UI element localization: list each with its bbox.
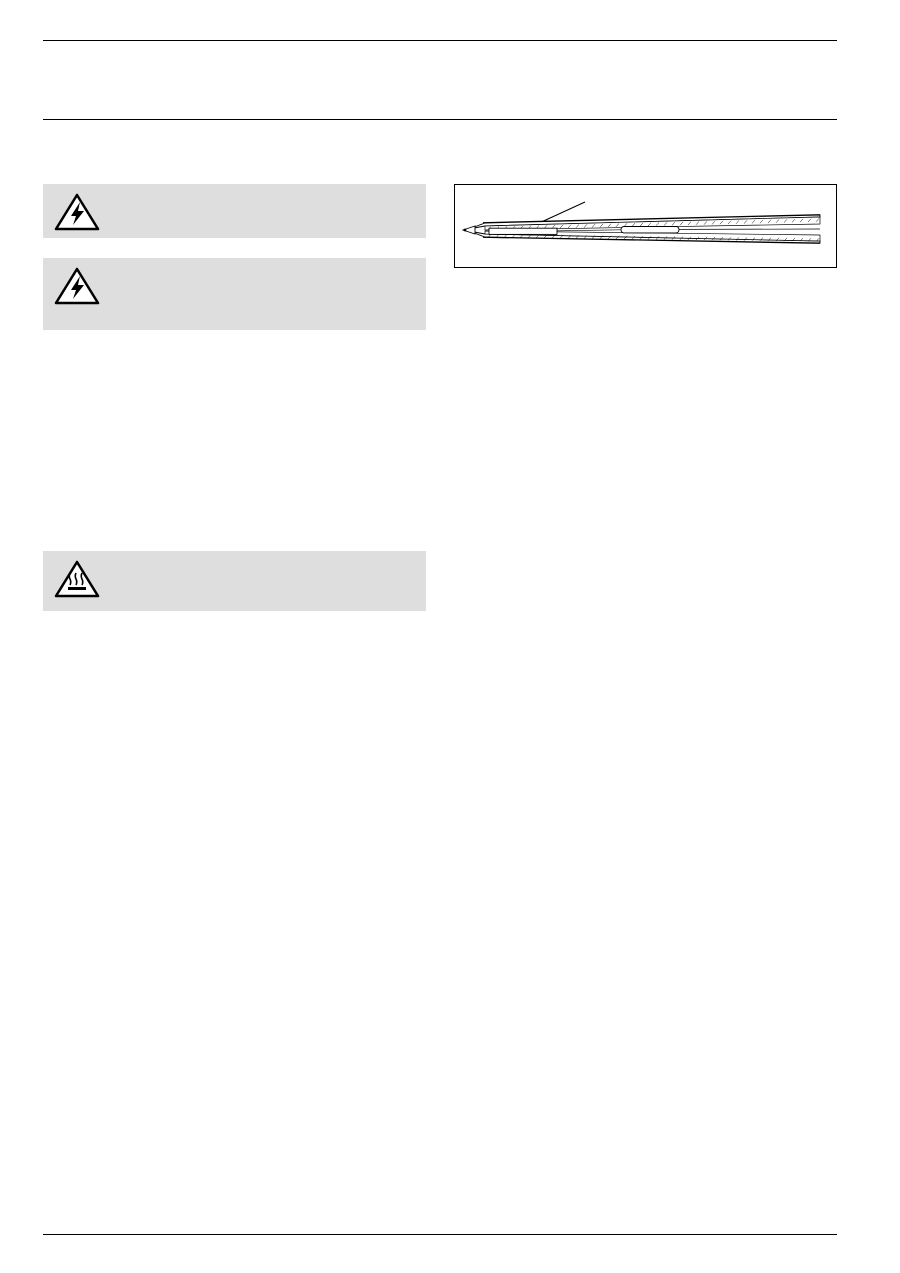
warning-text-1 <box>109 192 418 194</box>
footer-rule <box>43 1234 837 1235</box>
body-block-3 <box>43 470 426 480</box>
warning-box-electric-shock-1 <box>43 184 426 238</box>
body-block-2 <box>43 405 426 415</box>
warning-text-3 <box>109 559 418 561</box>
body-block-4 <box>43 628 426 638</box>
hot-surface-icon <box>53 559 101 599</box>
body-block-1 <box>43 345 426 355</box>
header-top-rule <box>43 40 837 41</box>
figure-heating-element <box>454 184 837 268</box>
warning-text-2 <box>109 266 418 268</box>
electric-shock-icon <box>53 192 101 232</box>
header-bottom-rule <box>43 119 837 120</box>
warning-box-electric-shock-2 <box>43 258 426 330</box>
warning-box-hot-surface <box>43 551 426 611</box>
electric-shock-icon <box>53 266 101 306</box>
